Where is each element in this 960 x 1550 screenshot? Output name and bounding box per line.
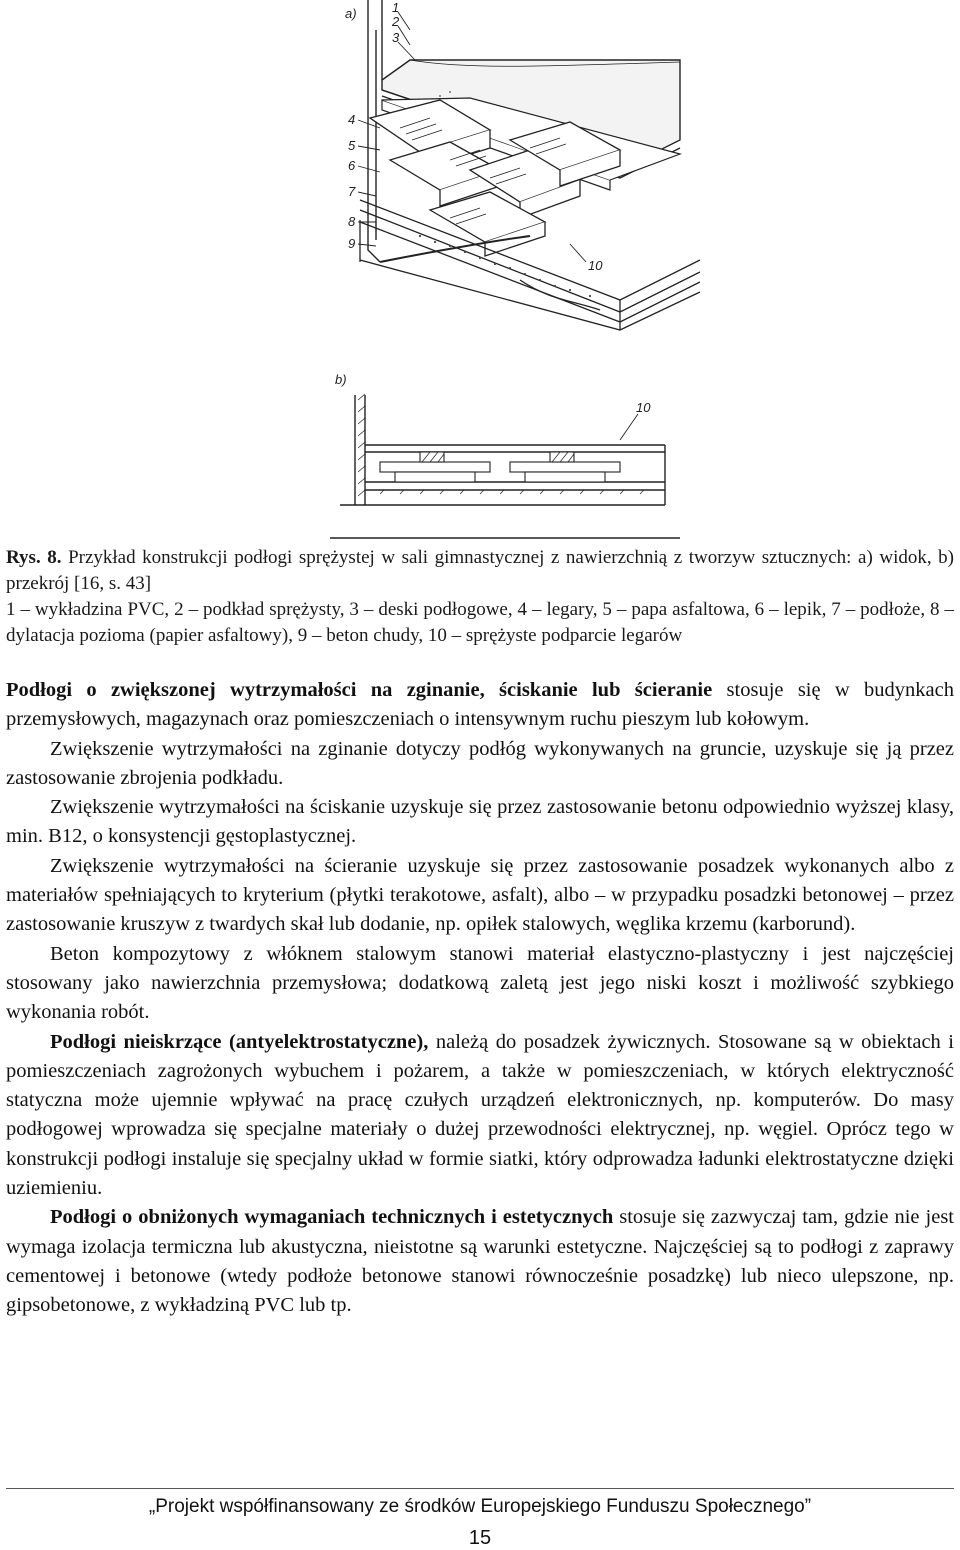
- callout-10: 10: [588, 258, 603, 273]
- callout-b-10: 10: [636, 400, 651, 415]
- caption-main: [6, 545, 954, 597]
- floor-drawing: [320, 0, 700, 545]
- callout-9: 9: [348, 236, 356, 251]
- paragraph-3: Zwiększenie wytrzymałości na ściskanie uzyskuje się przez zastosowanie betonu odpowiednio wyższej klasy, min. B12, o konsystencji gęstoplastycznej.: [6, 796, 954, 848]
- paragraph-4: Zwiększenie wytrzymałości na ścieranie uzyskuje się przez zastosowanie posadzek wykonanych albo z materiałów spełniających to kryterium (płytki terakotowe, asfalt), albo – w przypadku posadzki betonowej – przez zastosowanie kruszyw z twardych skał lub dodanie, np. opiłek stalowych, węglika krzemu (karborund).: [6, 854, 954, 936]
- paragraph-7: [6, 1203, 954, 1320]
- caption-title: Rys. 8.: [6, 547, 62, 568]
- callout-6: 6: [348, 158, 356, 173]
- callout-4: 4: [348, 112, 356, 127]
- callout-line-b: [620, 414, 638, 440]
- wall-drawing: [368, 0, 382, 262]
- body-text: [6, 676, 954, 1321]
- paragraph-7-bold: Podłogi o obniżonych wymaganiach technicznych i estetycznych: [50, 1206, 614, 1229]
- paragraph-1-text: stosuje się w budynkach przemysłowych, magazynach oraz pomieszczeniach o intensywnym ruchu pieszym lub kołowym.: [6, 679, 954, 731]
- section-joists: [380, 452, 620, 482]
- callout-1: 1: [392, 0, 400, 15]
- footer-divider: [6, 1488, 954, 1489]
- callout-3: 3: [392, 30, 400, 45]
- paragraph-2: Zwiększenie wytrzymałości na zginanie dotyczy podłóg wykonywanych na gruncie, uzyskuje się ją przez zastosowanie zbrojenia podkładu.: [6, 737, 954, 789]
- callout-8: 8: [348, 214, 356, 229]
- paragraph-6: [6, 1028, 954, 1204]
- callout-7: 7: [348, 184, 356, 199]
- view-b-label: b): [335, 372, 347, 387]
- paragraph-6-text: należą do posadzek żywicznych. Stosowane są w obiektach i pomieszczeniach zagrożonych wybuchem i pożarem, a także w pomieszczeniach, w których elektryczność statyczna może ujemnie wpływać na pracę czułych urządzeń elektronicznych, np. komputerów. Do masy podłogowej wprowadza się specjalne materiały o dużej przewodności elektrycznej, np. węgiel. Oprócz tego w konstrukcji podłogi instaluje się specjalny układ w formie siatki, który odprowadza ładunki elektrostatyczne dzięki uziemieniu.: [6, 1030, 954, 1200]
- paragraph-1-bold: Podłogi o zwiększonej wytrzymałości na zginanie, ściskanie lub ścieranie: [6, 679, 713, 701]
- figure-caption: [6, 545, 954, 649]
- callout-2: 2: [392, 14, 400, 29]
- paragraph-7-text: stosuje się zazwyczaj tam, gdzie nie jest wymaga izolacja termiczna lub akustyczna, nieistotne są warunki estetyczne. Najczęściej są to podłogi z zaprawy cementowej i betonowe (wtedy podłoże betonowe stanowi równocześnie posadzkę) lub nieco ulepszone, np. gipsobetonowe, z wykładziną PVC lub tp.: [6, 1206, 954, 1317]
- caption-text: Przykład konstrukcji podłogi sprężystej w sali gimnastycznej z nawierzchnią z tworzyw sztucznych: a) widok, b) przekrój [16, s. 43]: [6, 547, 954, 594]
- callout-5: 5: [348, 138, 356, 153]
- view-a-label: a): [345, 6, 357, 21]
- floor-construction-figure: [320, 0, 700, 545]
- paragraph-5: Beton kompozytowy z włóknem stalowym stanowi materiał elastyczno-plastyczny i jest najczęściej stosowany jako nawierzchnia przemysłowa; dodatkową zaletą jest jego niski koszt i możliwość szybkiego wykonania robót.: [6, 942, 954, 1024]
- page-number: 15: [468, 1527, 492, 1549]
- paragraph-1: [6, 676, 954, 735]
- paragraph-6-bold: Podłogi nieiskrzące (antyelektrostatyczne),: [50, 1030, 429, 1053]
- caption-legend: 1 – wykładzina PVC, 2 – podkład sprężysty, 3 – deski podłogowe, 4 – legary, 5 – papa asfaltowa, 6 – lepik, 7 – podłoże, 8 – dylatacja pozioma (papier asfaltowy), 9 – beton chudy, 10 – sprężyste podparcie legarów: [6, 599, 954, 646]
- footer-text: „Projekt współfinansowany ze środków Europejskiego Funduszu Społecznego”: [148, 1496, 812, 1517]
